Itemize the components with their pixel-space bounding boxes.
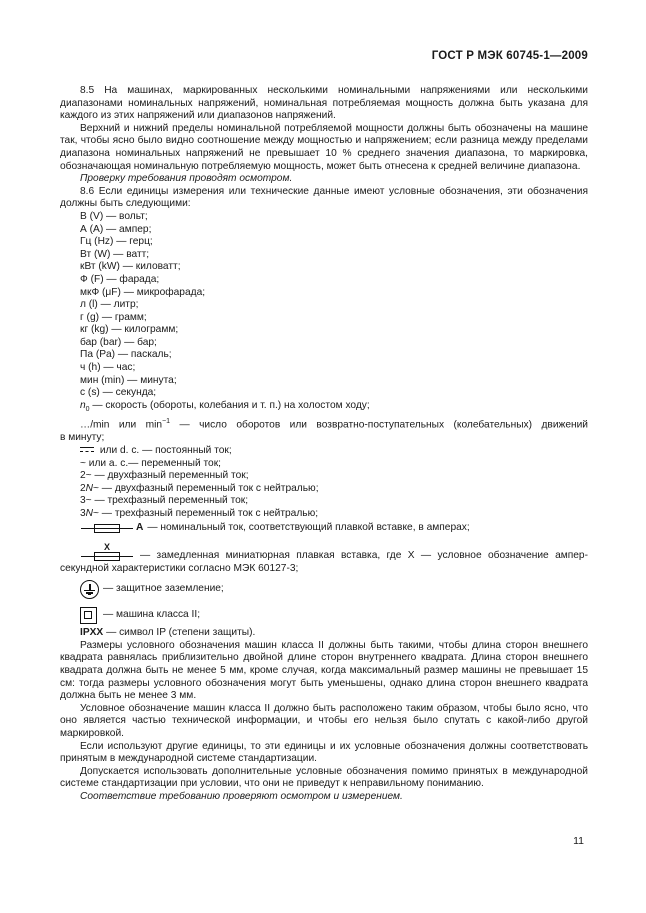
protective-earth-icon	[80, 580, 99, 599]
time-lag-fuse-item	[60, 537, 588, 563]
time-lag-fuse-text: — замедленная миниатюрная плавкая вставка, где X — условное обозначение ампер-	[140, 550, 588, 562]
three-phase-neutral-num: 3	[80, 508, 86, 520]
paragraph-8-5-limits: Верхний и нижний пределы номинальной потребляемой мощности должны быть обозначены на машине так, чтобы ясно было видно соотношение между мощностью и напряжением; если разница между пределами диапазона номинальных напряжений не превышает 10 % среднего значения диапазона, то маркировка, обозначающая номинальную потребляемую мощность, может быть отнесена к средней величине диапазона.	[60, 122, 588, 172]
three-phase-neutral-text: ~ — трехфазный переменный ток с нейтралью;	[93, 508, 319, 520]
unit-item: кг (kg) — килограмм;	[80, 324, 179, 336]
per-minute-symbol: …/min или min	[80, 419, 163, 431]
unit-item: бар (bar) — бар;	[80, 336, 157, 348]
per-minute-sup: −1	[162, 418, 171, 426]
ac-item: ~ или a. c.— переменный ток;	[80, 457, 221, 469]
class-ii-size-paragraph: Размеры условного обозначения машин класса II должны быть такими, чтобы длина сторон внешнего квадрата равнялась приблизительно двойной длине сторон внутреннего квадрата. Длина сторон внешнего квадрата должна быть не менее 5 мм, кроме случая, когда максимальный размер машины не превышает 15 см: тогда размеры условного обозначения могут быть уменьшены, однако длина сторон внешнего квадрата должна быть не менее 3 мм.	[60, 639, 588, 702]
fuse-rated-item	[60, 521, 588, 537]
unit-item: Ф (F) — фарада;	[80, 273, 160, 285]
three-phase-item: 3~ — трехфазный переменный ток;	[80, 495, 249, 507]
two-phase-item: 2~ — двухфазный переменный ток;	[80, 470, 249, 482]
fuse-rated-text: — номинальный ток, соответствующий плавкой вставке, в амперах;	[147, 522, 470, 534]
unit-item: Гц (Hz) — герц;	[80, 236, 153, 248]
check-note-measurement: Соответствие требованию проверяют осмотром и измерением.	[80, 790, 403, 802]
dc-symbol-icon	[80, 447, 94, 453]
unit-item: ч (h) — час;	[80, 362, 136, 374]
paragraph-8-6: 8.6 Если единицы измерения или технические данные имеют условные обозначения, эти обозначения должны быть следующими:	[60, 185, 588, 210]
unit-item: кВт (kW) — киловатт;	[80, 261, 181, 273]
fuse-icon	[80, 522, 143, 535]
protective-earth-item	[60, 575, 588, 603]
two-phase-neutral-n: N	[85, 482, 94, 494]
ipxx-item	[60, 627, 588, 640]
time-lag-fuse-icon	[80, 543, 134, 563]
unit-item: л (l) — литр;	[80, 299, 139, 311]
class-ii-placement-paragraph: Условное обозначение машин класса II должно быть расположено таким образом, чтобы было ясно, что оно является частью технической информации, и чтобы его нельзя было спутать с какой-либо другой маркировкой.	[60, 702, 588, 739]
per-minute-text: — число оборотов или возвратно-поступательных (колебательных) движений	[170, 419, 588, 431]
n-subscript: 0	[85, 405, 90, 413]
ipxx-symbol: IPXX	[80, 627, 104, 639]
idle-speed-item	[60, 400, 588, 417]
dc-text: или d. c. — постоянный ток;	[97, 445, 232, 457]
dc-item	[60, 445, 588, 458]
time-lag-fuse-cont: секундной характеристики согласно МЭК 60127-3;	[60, 562, 299, 574]
unit-item: г (g) — грамм;	[80, 311, 147, 323]
unit-item: А (А) — ампер;	[80, 223, 152, 235]
two-phase-neutral-text: ~ — двухфазный переменный ток с нейтралью;	[93, 482, 319, 494]
paragraph-8-5: 8.5 На машинах, маркированных несколькими номинальными напряжениями или несколькими диапазонами номинальных напряжений, номинальная потребляемая мощность должна быть указана для каждого из этих напряжений или диапазонов напряжений.	[60, 85, 588, 122]
unit-item: В (V) — вольт;	[80, 210, 148, 222]
two-phase-neutral-item	[60, 483, 588, 496]
unit-item: Па (Pa) — паскаль;	[80, 349, 172, 361]
class-ii-text: — машина класса II;	[103, 608, 201, 620]
units-list	[60, 211, 588, 400]
unit-item: мкФ (μF) — микрофарада;	[80, 286, 206, 298]
class-ii-square-icon	[80, 607, 97, 624]
page-number: 11	[573, 835, 584, 847]
unit-item: мин (min) — минута;	[80, 374, 177, 386]
other-units-paragraph: Если используют другие единицы, то эти единицы и их условные обозначения должны соответствовать принятым в международной системе стандартизации.	[60, 740, 588, 765]
document-body	[60, 85, 588, 804]
per-minute-item	[60, 416, 588, 432]
fuse-letter: A	[136, 522, 144, 534]
protective-earth-text: — защитное заземление;	[103, 582, 224, 594]
three-phase-neutral-item	[60, 508, 588, 521]
idle-speed-text: — скорость (обороты, колебания и т. п.) на холостом ходу;	[89, 399, 370, 411]
ipxx-text: — символ IP (степени защиты).	[106, 627, 256, 639]
three-phase-neutral-n: N	[85, 508, 94, 520]
additional-symbols-paragraph: Допускается использовать дополнительные условные обозначения помимо принятых в международной системе стандартизации при условии, что они не приведут к неправильному пониманию.	[60, 765, 588, 790]
n-symbol: n	[80, 399, 86, 411]
two-phase-neutral-num: 2	[80, 482, 86, 494]
check-note-inspection: Проверку требования проводят осмотром.	[80, 173, 293, 185]
fuse-x-label: X	[103, 541, 110, 552]
per-minute-cont: в минуту;	[60, 432, 105, 444]
unit-item: с (s) — секунда;	[80, 387, 157, 399]
standard-header: ГОСТ Р МЭК 60745-1—2009	[431, 50, 588, 62]
unit-item: Вт (W) — ватт;	[80, 248, 150, 260]
class-ii-item	[60, 603, 588, 627]
